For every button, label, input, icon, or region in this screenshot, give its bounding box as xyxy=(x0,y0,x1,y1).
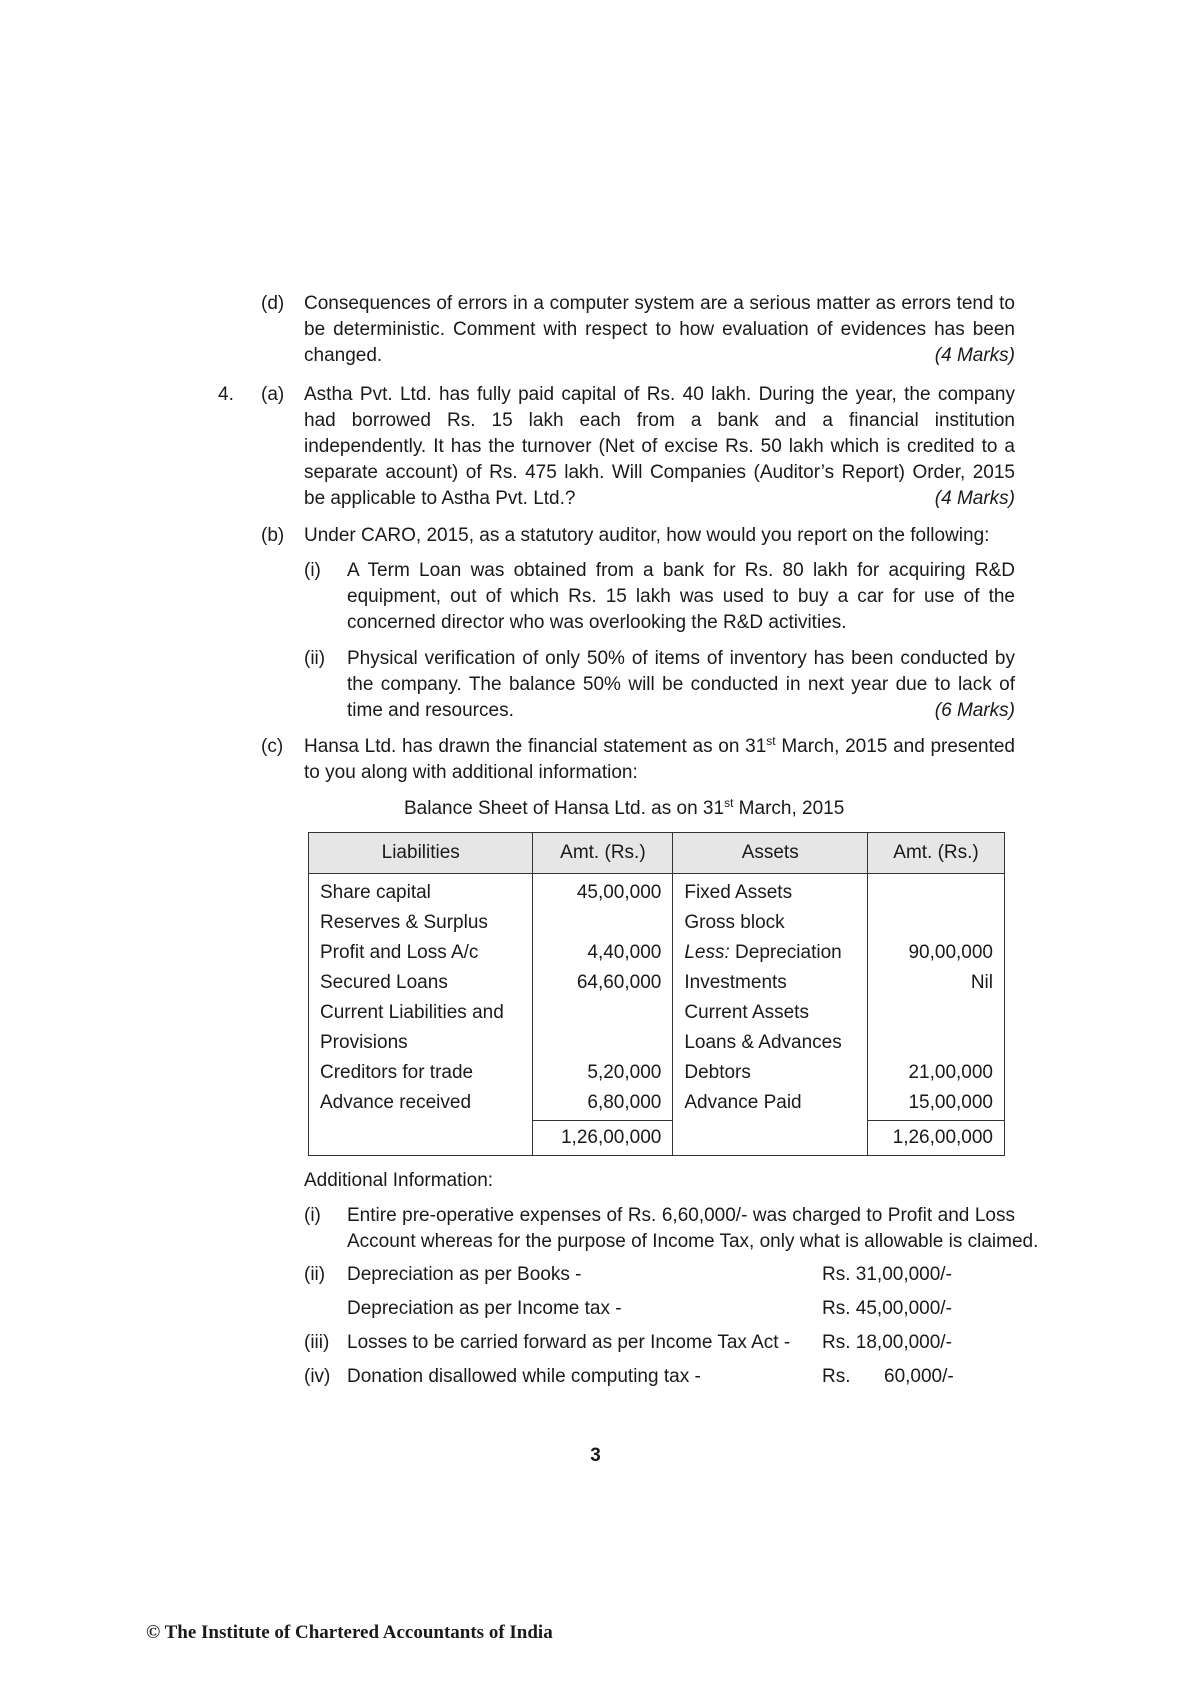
asset-item: Current Assets xyxy=(684,1002,809,1023)
add-i-label: (i) xyxy=(304,1205,321,1226)
balance-sheet-caption xyxy=(404,796,844,822)
asset-amount-column xyxy=(868,874,1005,1121)
liability-item: Advance received xyxy=(320,1092,472,1113)
total-blank-cell xyxy=(309,1121,533,1156)
add-ii-amt1: Rs. 31,00,000/- xyxy=(822,1264,952,1285)
q3d-line3: changed. xyxy=(304,345,383,366)
table-body-row xyxy=(309,874,1005,1121)
q4b-i-label: (i) xyxy=(304,560,321,581)
caption-sup: st xyxy=(724,796,734,810)
depreciation-word: Depreciation xyxy=(729,942,842,963)
caption-rest: March, 2015 xyxy=(733,798,845,819)
asset-amount: 21,00,000 xyxy=(908,1062,993,1083)
q4b-ii-marks: (6 Marks) xyxy=(934,700,1015,721)
q4c-line1-rest: March, 2015 and presented xyxy=(775,736,1015,757)
q4b-intro: Under CARO, 2015, as a statutory auditor, how would you report on the following: xyxy=(304,525,990,546)
add-i-line2: Account whereas for the purpose of Income Tax, only what is allowable is claimed. xyxy=(347,1231,1039,1252)
q3d-line1: Consequences of errors in a computer system are a serious matter as errors tend to xyxy=(304,293,1015,314)
footer-copyright: © The Institute of Chartered Accountants of India xyxy=(146,1622,553,1643)
q3d-line2: be deterministic. Comment with respect to how evaluation of evidences has been xyxy=(304,319,1015,340)
asset-amount xyxy=(879,998,993,1028)
q4c-line2: to you along with additional information: xyxy=(304,762,638,783)
q4b-ii-label: (ii) xyxy=(304,648,326,669)
total-assets: 1,26,00,000 xyxy=(868,1121,1005,1156)
q4b-i-line2: equipment, out of which Rs. 15 lakh was used to buy a car for use of the xyxy=(347,586,1015,607)
q4a-line5-row xyxy=(304,486,1015,512)
liability-amount: 5,20,000 xyxy=(587,1062,662,1083)
asset-amount: Nil xyxy=(970,972,993,993)
q4c-line1 xyxy=(304,734,1015,760)
q4b-ii-line1: Physical verification of only 50% of items of inventory has been conducted by xyxy=(347,648,1015,669)
q4b-ii-line3-row xyxy=(347,698,1015,724)
add-ii-label: (ii) xyxy=(304,1264,326,1285)
asset-amount xyxy=(879,1028,993,1058)
add-i-line1: Entire pre-operative expenses of Rs. 6,60,000/- was charged to Profit and Loss xyxy=(347,1205,1015,1226)
asset-item: Debtors xyxy=(684,1062,751,1083)
q4a-line1: Astha Pvt. Ltd. has fully paid capital of Rs. 40 lakh. During the year, the company xyxy=(304,384,1015,405)
page-number: 3 xyxy=(590,1445,601,1466)
header-asset-amount: Amt. (Rs.) xyxy=(868,833,1005,874)
asset-item: Loans & Advances xyxy=(684,1032,842,1053)
q3d-line3-row xyxy=(304,343,1015,369)
liability-item: Share capital xyxy=(320,882,431,903)
q4b-ii-line2: the company. The balance 50% will be conducted in next year due to lack of xyxy=(347,674,1015,695)
q4b-ii-line3: time and resources. xyxy=(347,700,514,721)
caption-text: Balance Sheet of Hansa Ltd. as on 31 xyxy=(404,798,725,819)
total-liabilities: 1,26,00,000 xyxy=(533,1121,673,1156)
liability-amount: 6,80,000 xyxy=(587,1092,662,1113)
asset-amount: 15,00,000 xyxy=(908,1092,993,1113)
liability-amount: 64,60,000 xyxy=(576,972,662,993)
asset-item: Fixed Assets xyxy=(684,882,793,903)
q4a-label: (a) xyxy=(261,384,285,405)
table-total-row xyxy=(309,1121,1005,1156)
liability-amount: 45,00,000 xyxy=(576,882,662,903)
asset-item: Investments xyxy=(684,972,787,993)
q4c-line1-sup: st xyxy=(766,734,776,748)
q4a-line3: independently. It has the turnover (Net of excise Rs. 50 lakh which is credited to a xyxy=(304,436,1015,457)
q4-number: 4. xyxy=(218,384,234,405)
add-iv-text: Donation disallowed while computing tax - xyxy=(347,1366,701,1387)
liability-amount xyxy=(544,998,661,1028)
balance-sheet-table xyxy=(308,832,1005,1156)
q4c-line1-text: Hansa Ltd. has drawn the financial statement as on 31 xyxy=(304,736,767,757)
q4a-line5: be applicable to Astha Pvt. Ltd.? xyxy=(304,488,576,509)
liability-item: Current Liabilities and xyxy=(320,1002,504,1023)
table-header-row xyxy=(309,833,1005,874)
add-ii-text2: Depreciation as per Income tax - xyxy=(347,1298,622,1319)
liability-amount: 4,40,000 xyxy=(587,942,662,963)
asset-item: Gross block xyxy=(684,912,785,933)
q4a-line4: separate account) of Rs. 475 lakh. Will Companies (Auditor’s Report) Order, 2015 xyxy=(304,462,1015,483)
q4b-i-line3: concerned director who was overlooking the R&D activities. xyxy=(347,612,847,633)
q3d-marks: (4 Marks) xyxy=(934,345,1015,366)
add-iii-label: (iii) xyxy=(304,1332,330,1353)
liability-item: Secured Loans xyxy=(320,972,448,993)
header-liab-amount: Amt. (Rs.) xyxy=(533,833,673,874)
liability-item: Reserves & Surplus xyxy=(320,912,488,933)
liability-item: Provisions xyxy=(320,1032,408,1053)
q4c-label: (c) xyxy=(261,736,284,757)
q4a-marks: (4 Marks) xyxy=(934,488,1015,509)
add-ii-amt2: Rs. 45,00,000/- xyxy=(822,1298,952,1319)
q4a-line2: had borrowed Rs. 15 lakh each from a bank and a financial institution xyxy=(304,410,1015,431)
liability-amount xyxy=(544,1028,661,1058)
less-word: Less: xyxy=(684,942,730,963)
add-iii-text: Losses to be carried forward as per Income Tax Act - xyxy=(347,1332,791,1353)
liab-amount-column xyxy=(533,874,673,1121)
q3d-label: (d) xyxy=(261,293,285,314)
q4b-i-line1: A Term Loan was obtained from a bank for Rs. 80 lakh for acquiring R&D xyxy=(347,560,1015,581)
asset-amount xyxy=(879,878,993,908)
add-iv-rs: Rs. xyxy=(822,1366,851,1387)
asset-amount: 90,00,000 xyxy=(908,942,993,963)
q4b-label: (b) xyxy=(261,525,285,546)
liability-item: Profit and Loss A/c xyxy=(320,942,479,963)
header-assets: Assets xyxy=(673,833,868,874)
header-liabilities: Liabilities xyxy=(309,833,533,874)
liability-item: Creditors for trade xyxy=(320,1062,474,1083)
liabilities-column xyxy=(309,874,533,1121)
additional-heading: Additional Information: xyxy=(304,1170,494,1191)
add-iv-label: (iv) xyxy=(304,1366,331,1387)
add-iv-amt: 60,000/- xyxy=(884,1366,954,1387)
add-iii-amt: Rs. 18,00,000/- xyxy=(822,1332,952,1353)
add-ii-text1: Depreciation as per Books - xyxy=(347,1264,582,1285)
assets-column xyxy=(673,874,868,1121)
asset-item: Advance Paid xyxy=(684,1092,802,1113)
asset-amount xyxy=(879,908,993,938)
liability-amount xyxy=(544,908,661,938)
total-blank-cell xyxy=(673,1121,868,1156)
asset-item-less-depreciation xyxy=(684,938,856,968)
